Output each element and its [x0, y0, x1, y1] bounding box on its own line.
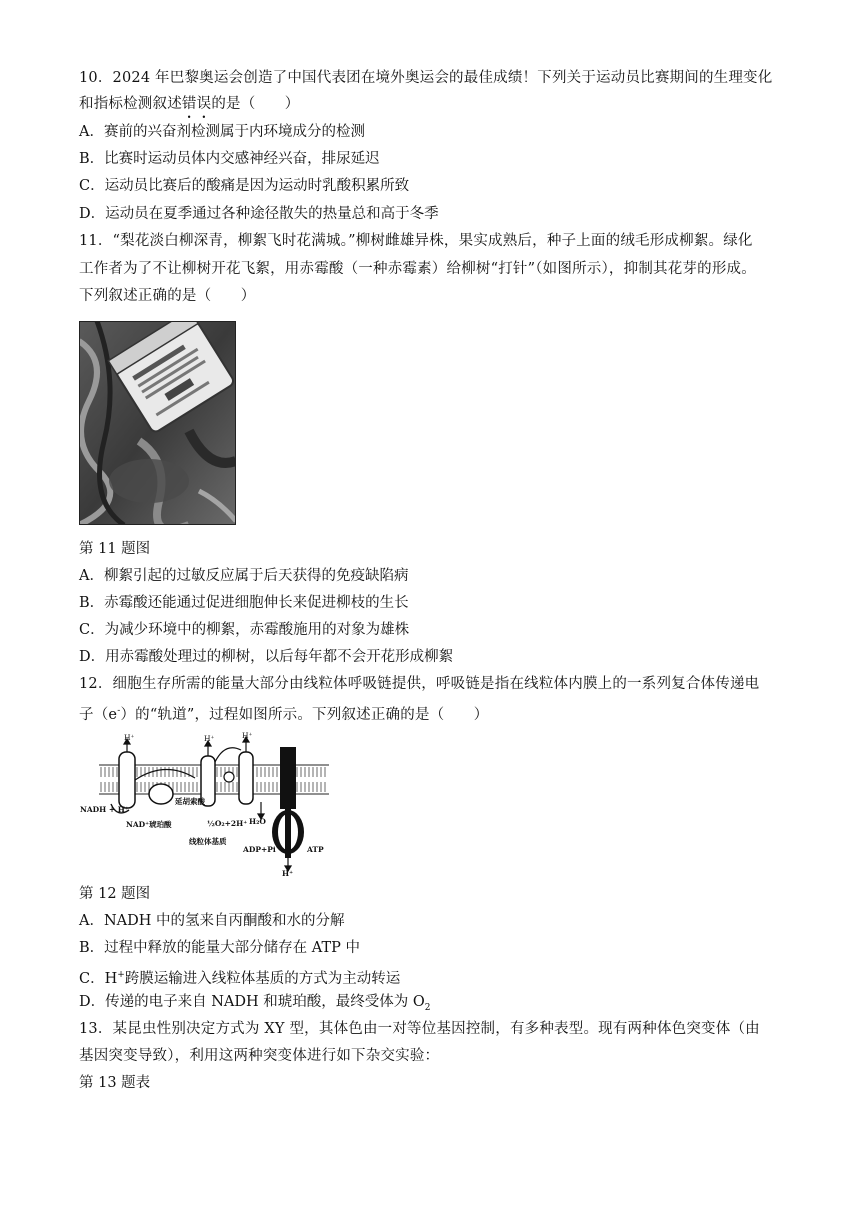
q10-option-c: C．运动员比赛后的酸痛是因为运动时乳酸积累所致 [79, 178, 410, 194]
q12-stem-text: 子（e [79, 706, 118, 723]
q10-stem-line-2 [79, 94, 800, 114]
q12-electron-sup: - [117, 706, 121, 716]
q12-stem-line-2 [79, 701, 800, 725]
q12-stem-text: ）的“轨道”，过程如图所示。下列叙述正确的是（ ） [120, 706, 489, 723]
q12-option-d [79, 992, 800, 1018]
diagram-oxygen-label: ½O₂+2H⁺ [207, 819, 248, 828]
diagram-h-label: H⁺ [124, 733, 135, 742]
diagram-water-label: H₂O [249, 817, 266, 826]
q10-option-b: B．比赛时运动员体内交感神经兴奋，排尿延迟 [79, 151, 380, 167]
q13-table-caption: 第 13 题表 [79, 1075, 151, 1091]
q12-option-b: B．过程中释放的能量大部分储存在 ATP 中 [79, 940, 360, 956]
q12-option-c-text: 跨膜运输进入线粒体基质的方式为主动转运 [124, 970, 401, 987]
diagram-adp-label: ADP+Pi [243, 845, 276, 854]
q10-emphasis-char: 误 [196, 96, 212, 112]
diagram-nadh-label: NADH + H⁺ [80, 805, 129, 814]
q12-option-c [79, 965, 800, 989]
diagram-atp-label: ATP [307, 845, 324, 854]
diagram-matrix-label: 线粒体基质 [189, 837, 227, 846]
diagram-h-label: H⁺ [204, 734, 215, 743]
q13-stem-line-2: 基因突变导致），利用这两种突变体进行如下杂交实验： [79, 1048, 440, 1064]
tree-injection-photo [79, 321, 236, 525]
diagram-fumarate-label: 延胡索酸 [175, 797, 205, 806]
diagram-h-bottom-label: H⁺ [282, 869, 294, 877]
q11-option-a: A．柳絮引起的过敏反应属于后天获得的免疫缺陷病 [79, 568, 409, 584]
q12-option-c-text: C．H [79, 970, 118, 987]
q11-figure-caption: 第 11 题图 [79, 541, 151, 557]
q11-option-c: C．为减少环境中的柳絮，赤霉酸施用的对象为雄株 [79, 622, 410, 638]
q11-option-d: D．用赤霉酸处理过的柳树，以后每年都不会开花形成柳絮 [79, 649, 454, 665]
q10-stem-text: 的是（ ） [211, 96, 300, 112]
diagram-nad-label: NAD⁺ [126, 820, 150, 829]
respiratory-chain-diagram [79, 732, 341, 877]
q11-stem-line-2: 工作者为了不让柳树开花飞絮，用赤霉酸（一种赤霉素）给柳树“打针”（如图所示），抑制其花芽的形成。 [79, 261, 756, 277]
q12-option-a: A．NADH 中的氢来自丙酮酸和水的分解 [79, 913, 345, 929]
q10-stem-line-1: 10．2024 年巴黎奥运会创造了中国代表团在境外奥运会的最佳成绩！下列关于运动员比赛期间的生理变化 [79, 70, 773, 86]
q12-option-d-text: D．传递的电子来自 NADH 和琥珀酸，最终受体为 O [79, 994, 425, 1010]
diagram-succinate-label: 琥珀酸 [149, 820, 172, 829]
q12-figure-caption: 第 12 题图 [79, 886, 151, 902]
q10-option-a: A．赛前的兴奋剂检测属于内环境成分的检测 [79, 124, 365, 140]
q10-stem-text: 和指标检测叙述 [79, 96, 182, 112]
q11-stem-line-3: 下列叙述正确的是（ ） [79, 288, 256, 304]
q10-option-d: D．运动员在夏季通过各种途径散失的热量总和高于冬季 [79, 206, 439, 222]
diagram-h-label: H⁺ [242, 732, 253, 740]
q10-emphasis-char: 错 [181, 96, 197, 112]
q13-stem-line-1: 13．某昆虫性别决定方式为 XY 型，其体色由一对等位基因控制，有多种表型。现有两种体色突变体（由 [79, 1021, 760, 1037]
q11-option-b: B．赤霉酸还能通过促进细胞伸长来促进柳枝的生长 [79, 595, 409, 611]
q12-stem-line-1: 12．细胞生存所需的能量大部分由线粒体呼吸链提供，呼吸链是指在线粒体内膜上的一系列复合体传递电 [79, 676, 760, 692]
q11-stem-line-1: 11．“梨花淡白柳深青，柳絮飞时花满城。”柳树雌雄异株，果实成熟后，种子上面的绒毛形成柳絮。绿化 [79, 233, 753, 249]
q12-option-d-sub: 2 [424, 1002, 431, 1013]
q12-option-c-sup: + [117, 970, 125, 980]
